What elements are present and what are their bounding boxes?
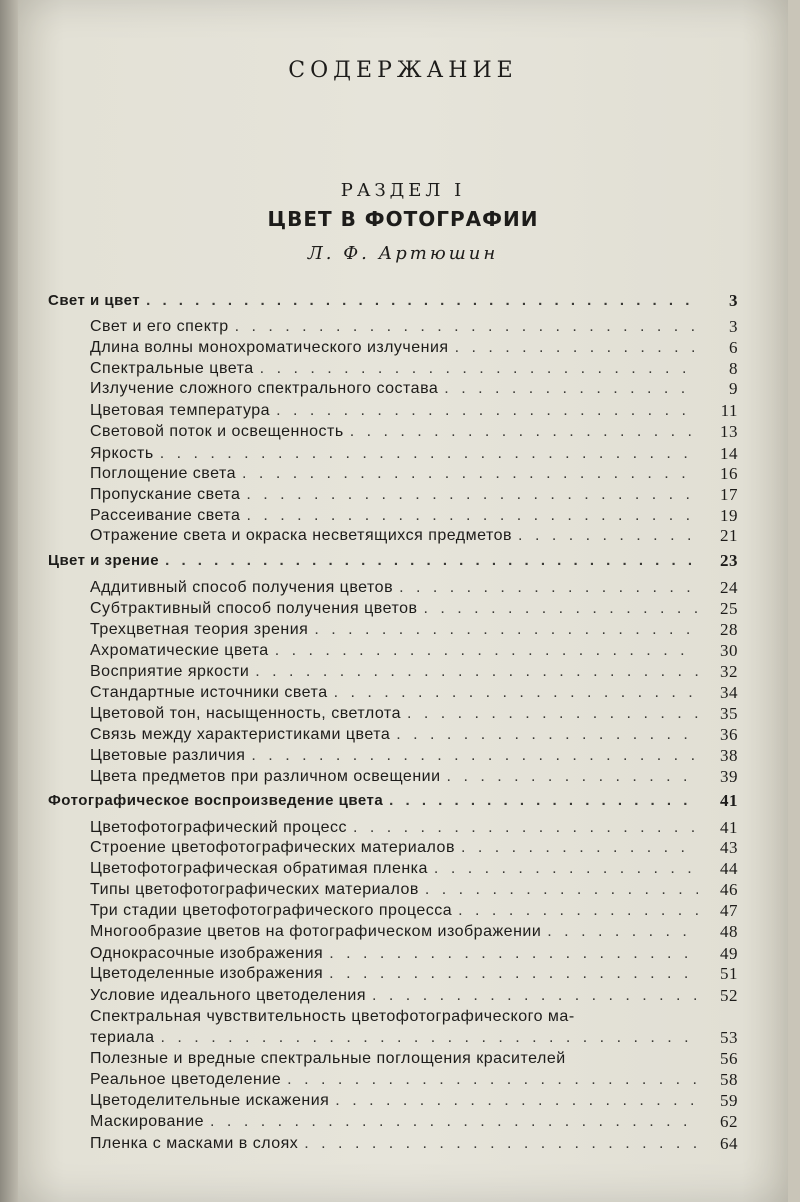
dot-leader [210,1112,698,1132]
toc-entry [48,921,738,942]
dot-leader [334,683,698,703]
dot-leader [434,859,698,879]
toc-entry [48,879,738,900]
toc-entry-title: Аддитивный способ получения цветов [90,579,394,596]
toc-entry [48,463,738,484]
book-page [18,0,788,1202]
toc-entry-title: Восприятие яркости [90,663,250,680]
toc-entry-title: Длина волны монохроматического излучения [90,339,449,356]
dot-leader [276,401,698,421]
toc-page-number: 38 [720,746,738,765]
toc-entry-title: Ахроматические цвета [90,642,269,659]
toc-page-number: 19 [720,506,738,525]
dot-leader [389,791,698,811]
toc-page-number: 9 [729,379,738,398]
toc-page-number: 51 [720,964,738,983]
toc-entry [48,661,738,682]
toc-entry-title: Фотографическое воспроизведение цвета [48,792,384,809]
dot-leader [407,704,698,724]
dot-leader [350,422,698,442]
toc-page-number: 25 [720,599,738,618]
toc-page-number: 39 [720,767,738,786]
toc-entry [48,443,738,464]
toc-entry [48,484,738,505]
part-title: ЦВЕТ В ФОТОГРАФИИ [267,207,539,231]
toc-page-number: 16 [720,464,738,483]
toc-page-number: 8 [729,359,738,378]
toc-page-number: 23 [720,551,738,570]
toc-entry [48,525,738,546]
toc-entry [48,837,738,858]
toc-entry [48,378,738,399]
dot-leader [461,838,698,858]
toc-entry-title: Связь между характеристиками цвета [90,726,391,743]
toc-page-number: 11 [720,401,738,420]
toc-page-number: 41 [720,818,738,837]
toc-entry [48,577,738,598]
toc-entry-title: Спектральные цвета [90,360,254,377]
toc-entry [48,1006,738,1027]
toc-entry-title: Цветоделенные изображения [90,965,324,982]
toc-entry-title: Однокрасочные изображения [90,945,324,962]
toc-entry [48,598,738,619]
toc-entry-title: Цвет и зрение [48,552,160,569]
dot-leader [246,485,698,505]
dot-leader [161,1028,698,1048]
dot-leader [455,338,698,358]
dot-leader [255,662,698,682]
toc-entry [48,421,738,442]
toc-entry-title: Стандартные источники света [90,684,328,701]
dot-leader [160,444,698,464]
toc-page-number: 47 [720,901,738,920]
toc-entry-title: Условие идеального цветоделения [90,987,367,1004]
dot-leader [165,551,698,571]
dot-leader [275,641,698,661]
toc-entry [48,505,738,526]
toc-entry [48,619,738,640]
toc-entry-title: Световой поток и освещенность [90,423,344,440]
toc-entry-title: Отражение света и окраска несветящихся предметов [90,527,513,544]
toc-page-number: 24 [720,578,738,597]
toc-entry [48,985,738,1006]
toc-page-number: 44 [720,859,738,878]
dot-leader [246,506,698,526]
toc-page-number: 28 [720,620,738,639]
toc-page-number: 46 [720,880,738,899]
toc-page-number: 36 [720,725,738,744]
toc-entry-title: Многообразие цветов на фотографическом изображении [90,923,542,940]
toc-entry-title: Субтрактивный способ получения цветов [90,600,418,617]
dot-leader [353,818,698,838]
dot-leader [518,526,698,546]
toc-entry-title: Пропускание света [90,486,241,503]
dot-leader [547,922,698,942]
toc-entry [48,358,738,379]
dot-leader [458,901,698,921]
toc-page-number: 49 [720,944,738,963]
toc-entry-title: Три стадии цветофотографического процесса [90,902,453,919]
toc-section-entry [48,550,738,571]
toc-page-number: 58 [720,1070,738,1089]
toc-entry [48,766,738,787]
toc-page-number: 35 [720,704,738,723]
dot-leader [146,291,698,311]
dot-leader [425,880,698,900]
toc-page-number: 6 [729,338,738,357]
book-binding-edge [0,0,18,1202]
toc-page-number: 52 [720,986,738,1005]
dot-leader [304,1134,698,1154]
toc-page-number: 59 [720,1091,738,1110]
dot-leader [251,746,698,766]
toc-entry-title: Свет и его спектр [90,318,229,335]
toc-page-number: 14 [720,444,738,463]
toc-entry-title: Цветовые различия [90,747,246,764]
toc-page-number: 41 [720,791,738,810]
toc-entry [48,1111,738,1132]
toc-section-entry [48,290,738,311]
toc-entry [48,703,738,724]
toc-entry-title: Реальное цветоделение [90,1071,282,1088]
toc-entry-title: Цветофотографический процесс [90,819,347,836]
toc-entry-title: Рассеивание света [90,507,241,524]
toc-page-number: 30 [720,641,738,660]
toc-entry [48,337,738,358]
toc-page-number: 13 [720,422,738,441]
toc-entry-title: териала [90,1029,155,1046]
toc-page-number: 62 [720,1112,738,1131]
toc-entry-title: Поглощение света [90,465,237,482]
dot-leader [287,1070,698,1090]
toc-entry [48,1090,738,1111]
toc-entry-title: Спектральная чувствительность цветофотографического ма- [90,1008,575,1025]
dot-leader [314,620,698,640]
toc-entry [48,745,738,766]
toc-entry [48,900,738,921]
toc-entry-title: Типы цветофотографических материалов [90,881,419,898]
toc-page-number: 64 [720,1134,738,1153]
toc-page-number: 34 [720,683,738,702]
dot-leader [235,317,698,337]
dot-leader [329,944,698,964]
author-name: Л. Ф. Артюшин [307,243,499,264]
dot-leader [260,359,698,379]
toc-entry [48,682,738,703]
toc-entry [48,817,738,838]
toc-page-number: 53 [720,1028,738,1047]
page-title: СОДЕРЖАНИЕ [288,58,518,83]
toc-entry-title: Цветофотографическая обратимая пленка [90,860,428,877]
toc-entry-title: Цветовой тон, насыщенность, светлота [90,705,401,722]
toc-entry [48,1048,738,1069]
toc-page-number: 43 [720,838,738,857]
toc-page-number: 3 [729,317,738,336]
toc-entry-title: Свет и цвет [48,292,141,309]
toc-entry [48,724,738,745]
toc-entry [48,640,738,661]
toc-entry [48,858,738,879]
toc-entry [48,400,738,421]
toc-entry [48,1069,738,1090]
dot-leader [329,964,698,984]
toc-entry [48,943,738,964]
toc-entry-title: Цветовая температура [90,402,271,419]
toc-entry-title: Излучение сложного спектрального состава [90,380,439,397]
toc-entry-title: Строение цветофотографических материалов [90,839,455,856]
toc-entry-title: Цветоделительные искажения [90,1092,330,1109]
toc-page-number: 21 [720,526,738,545]
toc-page-number: 32 [720,662,738,681]
dot-leader [396,725,698,745]
toc-page-number: 3 [729,291,738,310]
toc-entry [48,963,738,984]
toc-section-entry [48,790,738,811]
toc-page-number: 56 [720,1049,738,1068]
toc-entry-title: Яркость [90,445,154,462]
dot-leader [372,986,698,1006]
toc-page-number: 17 [720,485,738,504]
toc-entry [48,316,738,337]
toc-entry [48,1027,738,1048]
dot-leader [424,599,699,619]
dot-leader [444,379,698,399]
toc-entry-title: Полезные и вредные спектральные поглощения красителей [90,1050,566,1067]
dot-leader [399,578,698,598]
toc-entry [48,1133,738,1154]
part-label: РАЗДЕЛ I [340,180,466,201]
toc-entry-title: Пленка с масками в слоях [90,1135,299,1152]
toc-page-number: 48 [720,922,738,941]
dot-leader [242,464,698,484]
toc-entry-title: Маскирование [90,1113,205,1130]
dot-leader [335,1091,698,1111]
dot-leader [447,767,698,787]
toc-entry-title: Трехцветная теория зрения [90,621,309,638]
toc-entry-title: Цвета предметов при различном освещении [90,768,441,785]
